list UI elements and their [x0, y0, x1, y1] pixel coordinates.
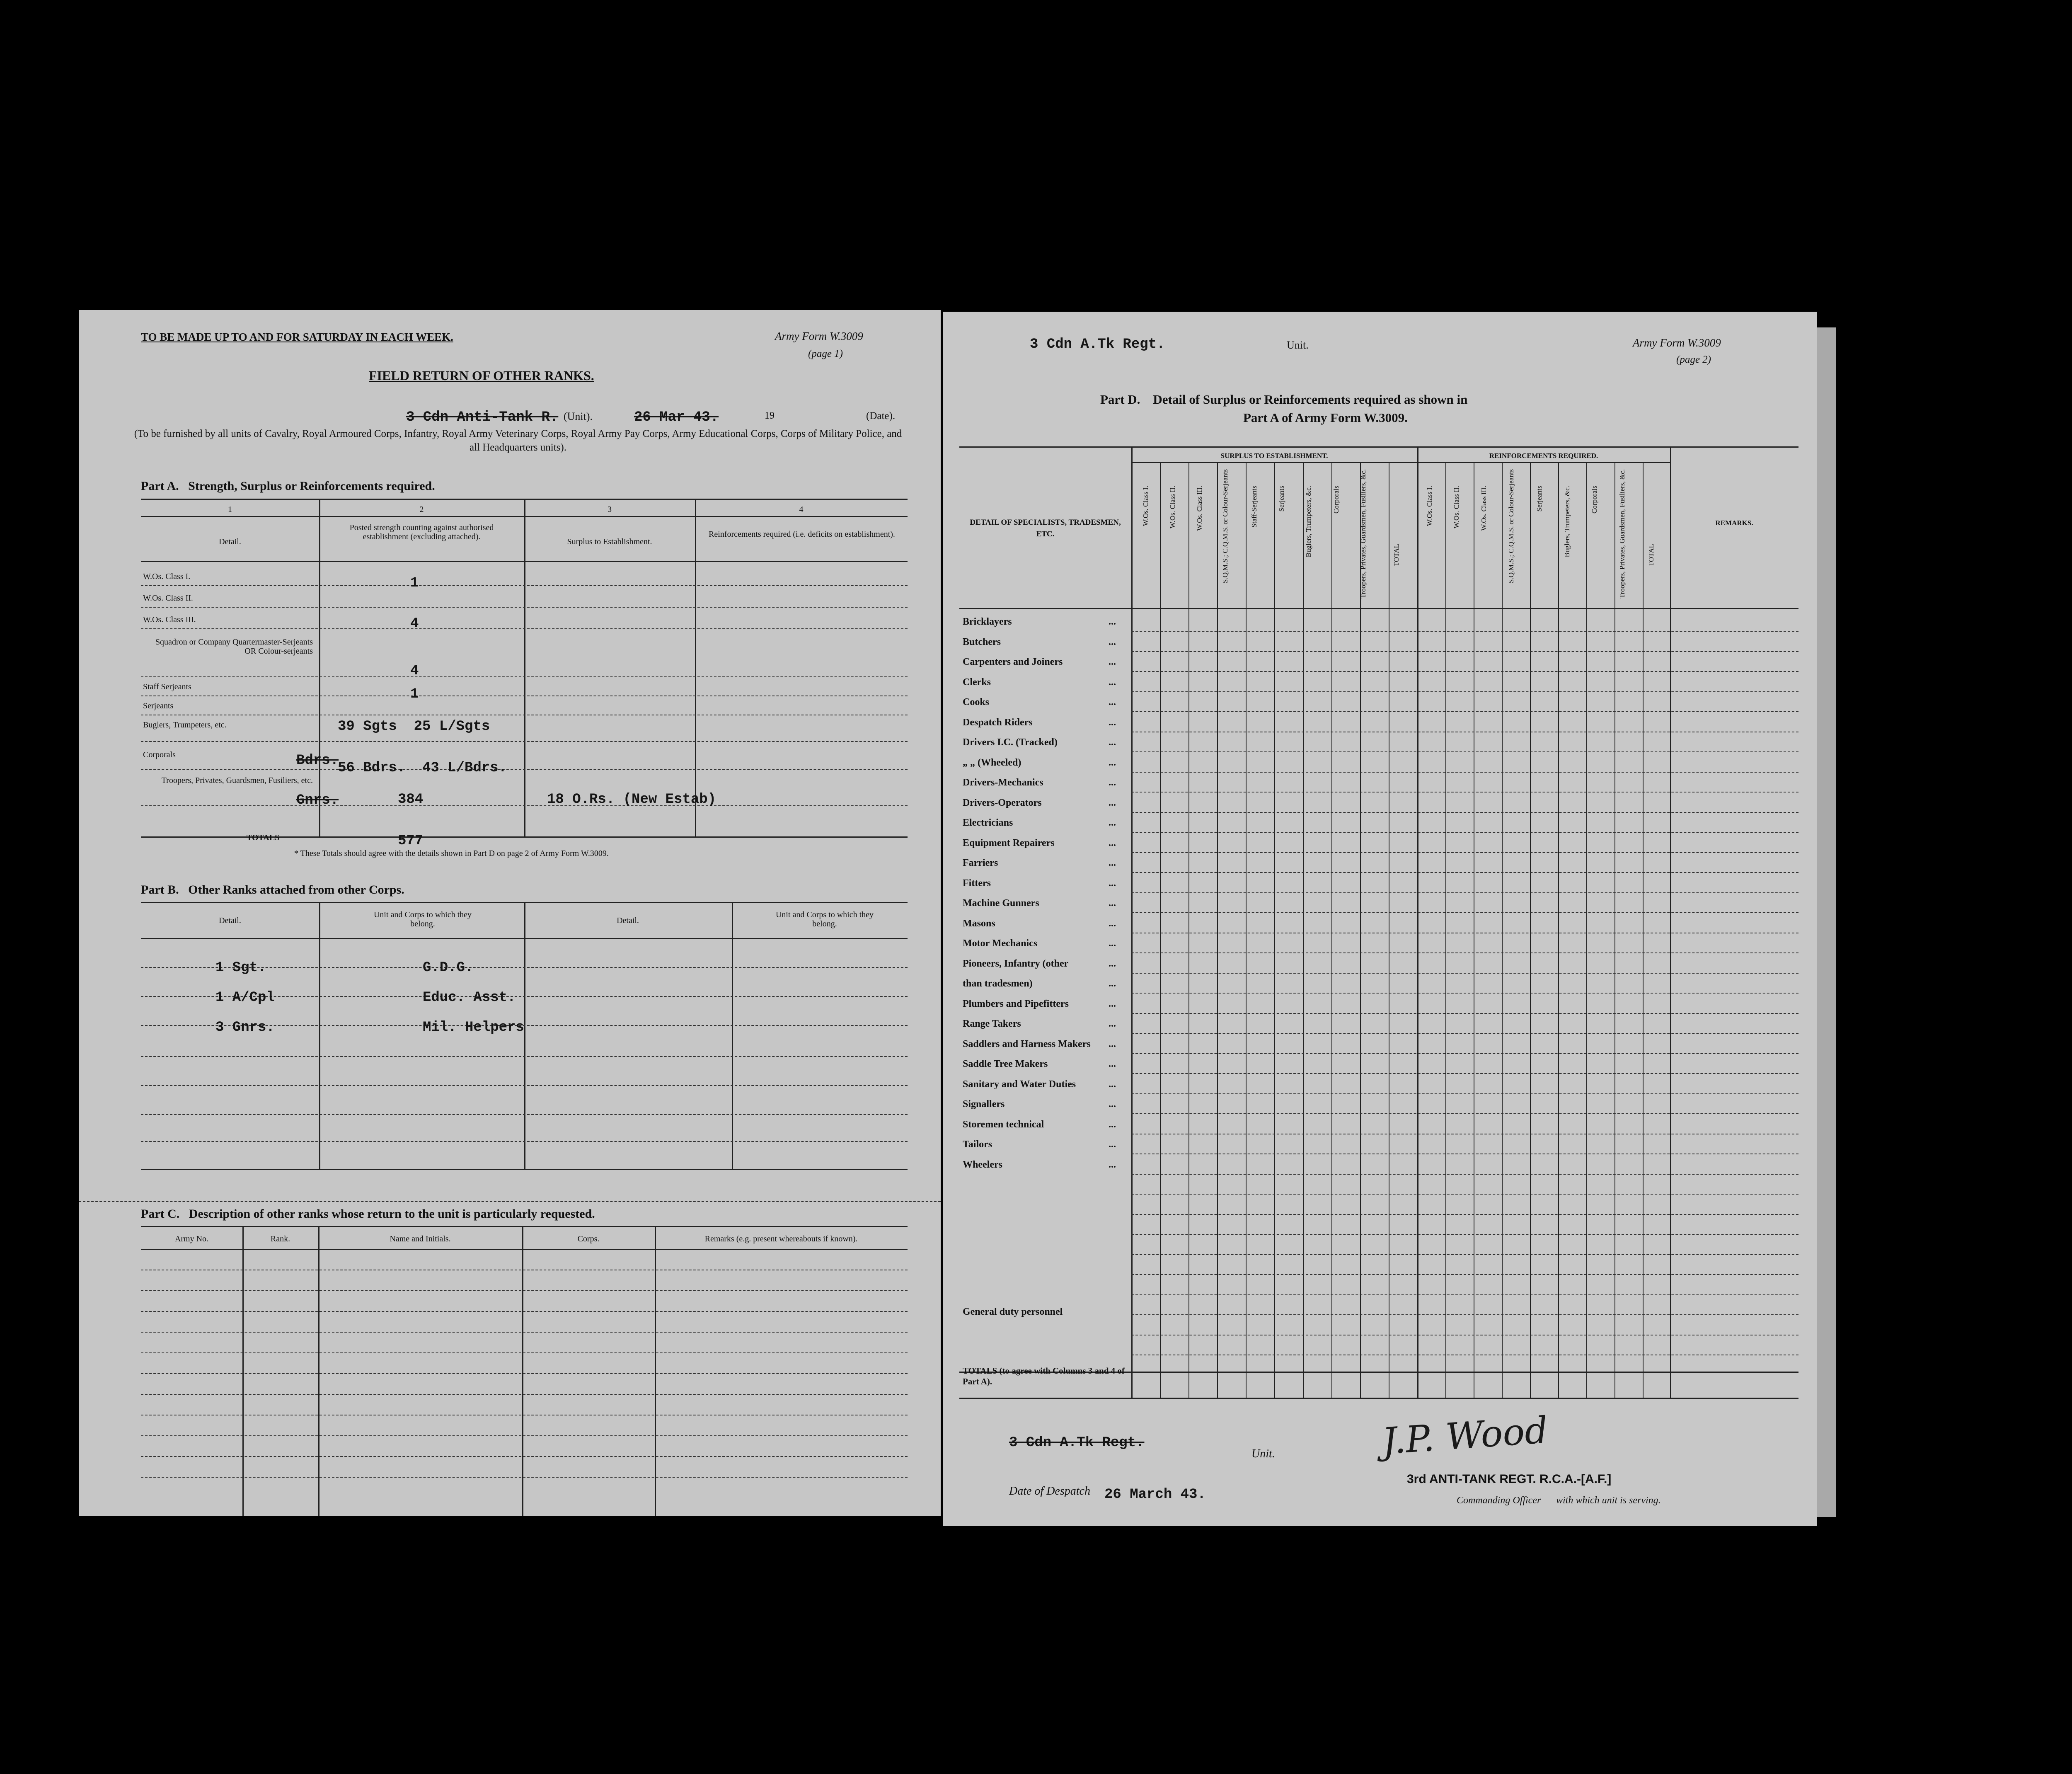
- grid-row-rule: [1131, 912, 1798, 913]
- field-return-page-1: [79, 310, 941, 1516]
- grid-row-rule: [1131, 1093, 1798, 1094]
- part-b-col-unit: Unit and Corps to which they belong.: [373, 910, 472, 928]
- part-c-row-rule: [141, 1435, 908, 1436]
- signature: J.P. Wood: [1380, 1408, 1549, 1463]
- part-c-col-corps: Corps.: [577, 1234, 600, 1243]
- posted-bdrs: 56 Bdrs. 43 L/Bdrs.: [338, 760, 507, 776]
- part-a-row-rule: [141, 805, 908, 806]
- trade-label: Butchers: [963, 636, 1001, 647]
- part-b-col-detail-2: Detail.: [617, 916, 639, 925]
- col-head-reinforcements: Reinforcements required (i.e. deficits on establishment).: [709, 530, 895, 539]
- part-b-row-rule: [141, 1056, 908, 1057]
- col-num-4: 4: [799, 505, 804, 514]
- attached-detail-2: 1 A/Cpl: [215, 990, 275, 1006]
- grid-column-rule: [1643, 462, 1644, 1398]
- footer-unit-typed: 3 Cdn A.Tk Regt.: [1009, 1435, 1145, 1451]
- leader-dots: ...: [1109, 938, 1116, 949]
- leader-dots: ...: [1109, 998, 1116, 1009]
- grid-column-rule: [1502, 462, 1503, 1398]
- part-b-row-rule: [141, 1085, 908, 1086]
- leader-dots: ...: [1109, 958, 1116, 969]
- leader-dots: ...: [1109, 837, 1116, 848]
- perforation-line: [79, 1201, 941, 1202]
- row-wo3: W.Os. Class III.: [143, 615, 196, 624]
- row-cqms: Squadron or Company Quartermaster-Serjeants OR Colour-serjeants: [155, 637, 313, 656]
- trade-label: Equipment Repairers: [963, 837, 1055, 848]
- reinf-col-buglers: Buglers, Trumpeters, &c.: [1563, 486, 1571, 557]
- grid-row-rule: [1131, 751, 1798, 752]
- part-d-group-rule: [1131, 462, 1670, 463]
- part-c-col-remarks: Remarks (e.g. present whereabouts if known).: [704, 1234, 858, 1243]
- trade-label: Electricians: [963, 817, 1013, 828]
- row-troopers: Troopers, Privates, Guardsmen, Fusiliers, etc.: [161, 776, 313, 785]
- col-num-3: 3: [608, 505, 612, 514]
- unit-typed: 3 Cdn Anti-Tank R.: [406, 410, 559, 425]
- leader-dots: ...: [1109, 1059, 1116, 1069]
- part-b-col-detail: Detail.: [219, 916, 241, 925]
- row-corporals: Corporals: [143, 750, 176, 759]
- surplus-col-sqms: S.Q.M.S.; C.Q.M.S. or Colour-Serjeants: [1221, 469, 1229, 583]
- leader-dots: ...: [1109, 858, 1116, 868]
- surplus-new-estab: 18 O.Rs. (New Estab): [547, 792, 716, 807]
- field-return-page-2: [943, 312, 1817, 1526]
- p2-unit-typed: 3 Cdn A.Tk Regt.: [1030, 337, 1165, 352]
- part-d-footer-rule: [959, 1398, 1798, 1399]
- row-buglers: Buglers, Trumpeters, etc.: [143, 720, 227, 729]
- leader-dots: ...: [1109, 777, 1116, 788]
- part-b-heading: Part B. Other Ranks attached from other Corps.: [141, 883, 404, 897]
- part-c-row-rule: [141, 1311, 908, 1312]
- top-instruction: TO BE MADE UP TO AND FOR SATURDAY IN EACH WEEK.: [141, 331, 453, 343]
- part-c-col-army-no: Army No.: [174, 1234, 209, 1243]
- grid-column-rule: [1558, 462, 1559, 1398]
- trade-label: Pioneers, Infantry (other: [963, 958, 1069, 969]
- part-b-col-rule-2: [524, 902, 525, 1169]
- totals-note: * These Totals should agree with the details shown in Part D on page 2 of Army Form W.3009.: [294, 849, 609, 858]
- trade-label: Plumbers and Pipefitters: [963, 998, 1069, 1009]
- part-b-row-rule: [141, 1141, 908, 1142]
- part-d-col-rule-split: [1417, 446, 1418, 1398]
- trade-label: „ „ (Wheeled): [963, 757, 1021, 768]
- part-d-col-rule-detail: [1131, 446, 1133, 1398]
- attached-unit-3: Mil. Helpers: [423, 1020, 524, 1035]
- part-c-head-rule: [141, 1249, 908, 1250]
- part-c-row-rule: [141, 1352, 908, 1353]
- gnrs-label: Gnrs.: [296, 792, 339, 808]
- grid-row-rule: [1131, 1033, 1798, 1034]
- part-a-row-rule: [141, 769, 908, 770]
- row-wo2: W.Os. Class II.: [143, 594, 193, 603]
- grid-row-rule: [1131, 812, 1798, 813]
- grid-column-rule: [1445, 462, 1446, 1398]
- surplus-col-buglers: Buglers, Trumpeters, &c.: [1305, 486, 1312, 557]
- grid-row-rule: [1131, 1234, 1798, 1235]
- surplus-col-total: TOTAL: [1392, 544, 1400, 567]
- trade-label: Carpenters and Joiners: [963, 657, 1063, 667]
- part-c-row-rule: [141, 1373, 908, 1374]
- serving-label: with which unit is serving.: [1556, 1495, 1661, 1506]
- leader-dots: ...: [1109, 616, 1116, 627]
- part-b-col-rule-3: [732, 902, 733, 1169]
- leader-dots: ...: [1109, 757, 1116, 768]
- trade-label: than tradesmen): [963, 978, 1033, 989]
- part-c-row-rule: [141, 1290, 908, 1291]
- posted-sgts: 39 Sgts 25 L/Sgts: [338, 719, 490, 734]
- leader-dots: ...: [1109, 1099, 1116, 1110]
- surplus-col-wo3: W.Os. Class III.: [1196, 486, 1203, 531]
- grid-column-rule: [1246, 462, 1247, 1398]
- leader-dots: ...: [1109, 636, 1116, 647]
- despatch-date: 26 March 43.: [1104, 1487, 1206, 1503]
- p2-page-number: (page 2): [1676, 354, 1711, 365]
- grid-row-rule: [1131, 1294, 1798, 1295]
- row-wo1: W.Os. Class I.: [143, 572, 191, 581]
- grid-row-rule: [1131, 1314, 1798, 1315]
- date-prefix: 19: [765, 410, 775, 421]
- grid-row-rule: [1131, 631, 1798, 632]
- army-form-label: Army Form W.3009: [775, 330, 863, 342]
- grid-row-rule: [1131, 952, 1798, 953]
- row-staff-sjt: Staff Serjeants: [143, 682, 191, 691]
- grid-column-rule: [1217, 462, 1218, 1398]
- date-label: (Date).: [866, 410, 896, 422]
- grid-row-rule: [1131, 1214, 1798, 1215]
- part-a-row-rule: [141, 585, 908, 586]
- trade-label: Range Takers: [963, 1018, 1021, 1029]
- p2-unit-label: Unit.: [1287, 339, 1309, 351]
- grid-column-rule: [1530, 462, 1531, 1398]
- part-a-col-rule-2: [524, 499, 525, 836]
- trade-label: Masons: [963, 918, 995, 929]
- col-num-1: 1: [228, 505, 232, 514]
- reinf-col-serjeants: Serjeants: [1535, 486, 1543, 512]
- part-c-heading: Part C. Description of other ranks whose return to the unit is particularly requested.: [141, 1207, 595, 1221]
- leader-dots: ...: [1109, 676, 1116, 688]
- surplus-col-serjeants: Serjeants: [1278, 486, 1285, 512]
- reinf-col-troopers: Troopers, Privates, Guardsmen, Fusiliers, &c.: [1618, 469, 1626, 599]
- trade-label: Signallers: [963, 1099, 1005, 1110]
- grid-column-rule: [1360, 462, 1361, 1398]
- reinf-col-total: TOTAL: [1647, 544, 1655, 567]
- part-b-row-rule: [141, 1114, 908, 1115]
- grid-row-rule: [1131, 691, 1798, 692]
- grid-column-rule: [1586, 462, 1587, 1398]
- leader-dots: ...: [1109, 1159, 1116, 1170]
- leader-dots: ...: [1109, 1139, 1116, 1150]
- trade-label: Storemen technical: [963, 1119, 1044, 1130]
- officer-label: Commanding Officer: [1457, 1495, 1541, 1506]
- grid-column-rule: [1303, 462, 1304, 1398]
- col-head-surplus: Surplus to Establishment.: [567, 537, 652, 546]
- surplus-col-staff-sjt: Staff-Serjeants: [1250, 486, 1258, 528]
- part-b-col-unit-2: Unit and Corps to which they belong.: [775, 910, 874, 928]
- grid-row-rule: [1131, 1274, 1798, 1275]
- part-a-row-rule: [141, 676, 908, 677]
- trade-label: Bricklayers: [963, 616, 1012, 627]
- surplus-col-corporals: Corporals: [1332, 486, 1340, 514]
- leader-dots: ...: [1109, 717, 1116, 728]
- part-a-row-rule: [141, 628, 908, 629]
- leader-dots: ...: [1109, 877, 1116, 889]
- part-d-title-2: Part A of Army Form W.3009.: [1243, 410, 1408, 425]
- part-a-row-rule: [141, 607, 908, 608]
- surplus-header: SURPLUS TO ESTABLISHMENT.: [1220, 452, 1328, 460]
- posted-gnrs: 384: [398, 792, 424, 807]
- part-c-row-rule: [141, 1477, 908, 1478]
- leader-dots: ...: [1109, 1119, 1116, 1130]
- totals-agree-label: TOTALS (to agree with Columns 3 and 4 of Part A).: [963, 1366, 1125, 1386]
- part-d-title-1: Part D. Detail of Surplus or Reinforcements required as shown in: [1100, 392, 1468, 407]
- reinf-col-wo1: W.Os. Class I.: [1426, 486, 1433, 526]
- trade-label: Saddlers and Harness Makers: [963, 1038, 1091, 1049]
- reinf-col-wo3: W.Os. Class III.: [1480, 486, 1488, 531]
- part-c-row-rule: [141, 1394, 908, 1395]
- unit-stamp: 3rd ANTI-TANK REGT. R.C.A.-[A.F.]: [1407, 1472, 1612, 1486]
- attached-unit-2: Educ. Asst.: [423, 990, 516, 1006]
- part-d-head-rule: [959, 608, 1798, 609]
- part-a-row-rule: [141, 741, 908, 742]
- furnish-note: (To be furnished by all units of Cavalry, Royal Armoured Corps, Infantry, Royal Army Veterinary Corps, Royal Army Pay Corps, Army Educational Corps, Corps of Military Police, and all Headquarters units).: [134, 428, 902, 453]
- grid-row-rule: [1131, 772, 1798, 773]
- bdrs-label: Bdrs.: [296, 753, 339, 768]
- surplus-col-wo1: W.Os. Class I.: [1142, 486, 1150, 526]
- grid-row-rule: [1131, 1073, 1798, 1074]
- leader-dots: ...: [1109, 697, 1116, 708]
- leader-dots: ...: [1109, 1018, 1116, 1029]
- grid-row-rule: [1131, 892, 1798, 893]
- part-a-heading: Part A. Strength, Surplus or Reinforcements required.: [141, 479, 435, 493]
- part-b-bottom-rule: [141, 1169, 908, 1170]
- grid-column-rule: [1160, 462, 1161, 1398]
- grid-row-rule: [1131, 1013, 1798, 1014]
- part-c-top-rule: [141, 1226, 908, 1227]
- page-number: (page 1): [808, 348, 843, 359]
- general-duty-label: General duty personnel: [963, 1306, 1063, 1317]
- posted-staff-sjt: 1: [410, 686, 419, 702]
- date-typed: 26 Mar 43.: [634, 410, 719, 425]
- leader-dots: ...: [1109, 918, 1116, 929]
- p2-army-form: Army Form W.3009: [1633, 337, 1721, 349]
- form-title: FIELD RETURN OF OTHER RANKS.: [369, 368, 594, 383]
- surplus-col-wo2: W.Os. Class II.: [1169, 486, 1176, 528]
- part-b-col-rule-1: [319, 902, 320, 1169]
- col-num-2: 2: [419, 505, 424, 514]
- detail-header: DETAIL OF SPECIALISTS, TRADESMEN, ETC.: [970, 518, 1121, 538]
- part-d-top-rule: [959, 446, 1798, 448]
- reinf-col-wo2: W.Os. Class II.: [1452, 486, 1460, 528]
- trade-label: Drivers-Mechanics: [963, 777, 1043, 788]
- trade-label: Wheelers: [963, 1159, 1002, 1170]
- grid-row-rule: [1131, 711, 1798, 712]
- trade-label: Despatch Riders: [963, 717, 1033, 728]
- grid-row-rule: [1131, 1174, 1798, 1175]
- trade-label: Clerks: [963, 676, 991, 688]
- leader-dots: ...: [1109, 657, 1116, 667]
- grid-row-rule: [1131, 1053, 1798, 1054]
- trade-label: Tailors: [963, 1139, 992, 1150]
- attached-detail-3: 3 Gnrs.: [215, 1020, 275, 1035]
- grid-row-rule: [1131, 1113, 1798, 1114]
- surplus-col-troopers: Troopers, Privates, Guardsmen, Fusiliers, &c.: [1359, 469, 1367, 599]
- leader-dots: ...: [1109, 898, 1116, 909]
- attached-detail-1: 1 Sgt.: [215, 960, 266, 976]
- trade-label: Cooks: [963, 697, 990, 708]
- posted-total: 577: [398, 833, 424, 849]
- posted-wo2: 1: [410, 575, 419, 591]
- leader-dots: ...: [1109, 1078, 1116, 1090]
- reinf-col-corporals: Corporals: [1590, 486, 1598, 514]
- reinforcements-header: REINFORCEMENTS REQUIRED.: [1489, 452, 1598, 460]
- trade-label: Fitters: [963, 877, 991, 889]
- attached-unit-1: G.D.G.: [423, 960, 474, 976]
- posted-cqms: 4: [410, 663, 419, 679]
- trade-label: Drivers-Operators: [963, 797, 1042, 808]
- grid-row-rule: [1131, 852, 1798, 853]
- leader-dots: ...: [1109, 978, 1116, 989]
- totals-label: TOTALS: [247, 833, 280, 842]
- grid-column-rule: [1188, 462, 1189, 1398]
- grid-row-rule: [1131, 651, 1798, 652]
- trade-label: Drivers I.C. (Tracked): [963, 737, 1058, 748]
- unit-label: (Unit).: [564, 410, 593, 422]
- reinf-col-sqms: S.Q.M.S.; C.Q.M.S. or Colour-Serjeants: [1507, 469, 1515, 583]
- leader-dots: ...: [1109, 1038, 1116, 1049]
- grid-row-rule: [1131, 1194, 1798, 1195]
- trade-label: Farriers: [963, 858, 998, 868]
- grid-row-rule: [1131, 671, 1798, 672]
- part-a-col-rule-3: [695, 499, 696, 836]
- trade-label: Saddle Tree Makers: [963, 1059, 1048, 1069]
- row-serjeants: Serjeants: [143, 701, 174, 710]
- grid-column-rule: [1331, 462, 1332, 1398]
- despatch-label: Date of Despatch: [1009, 1485, 1090, 1498]
- col-head-detail: Detail.: [219, 537, 241, 546]
- trade-label: Machine Gunners: [963, 898, 1039, 909]
- part-c-col-name: Name and Initials.: [390, 1234, 451, 1243]
- part-c-row-rule: [141, 1332, 908, 1333]
- part-c-col-rank: Rank.: [270, 1234, 290, 1243]
- trade-label: Motor Mechanics: [963, 938, 1038, 949]
- footer-unit-label: Unit.: [1251, 1447, 1275, 1460]
- part-a-col-rule-1: [319, 499, 320, 836]
- grid-row-rule: [1131, 1254, 1798, 1255]
- trade-label: Sanitary and Water Duties: [963, 1078, 1076, 1090]
- grid-row-rule: [1131, 973, 1798, 974]
- part-d-col-rule-remarks: [1670, 446, 1671, 1398]
- grid-row-rule: [1131, 832, 1798, 833]
- leader-dots: ...: [1109, 797, 1116, 808]
- leader-dots: ...: [1109, 737, 1116, 748]
- grid-column-rule: [1274, 462, 1275, 1398]
- part-c-row-rule: [141, 1456, 908, 1457]
- posted-wo3: 4: [410, 616, 419, 632]
- remarks-header: REMARKS.: [1715, 519, 1753, 527]
- grid-row-rule: [1131, 993, 1798, 994]
- leader-dots: ...: [1109, 817, 1116, 828]
- grid-row-rule: [1131, 872, 1798, 873]
- col-head-posted: Posted strength counting against authorised establishment (excluding attached).: [349, 523, 494, 541]
